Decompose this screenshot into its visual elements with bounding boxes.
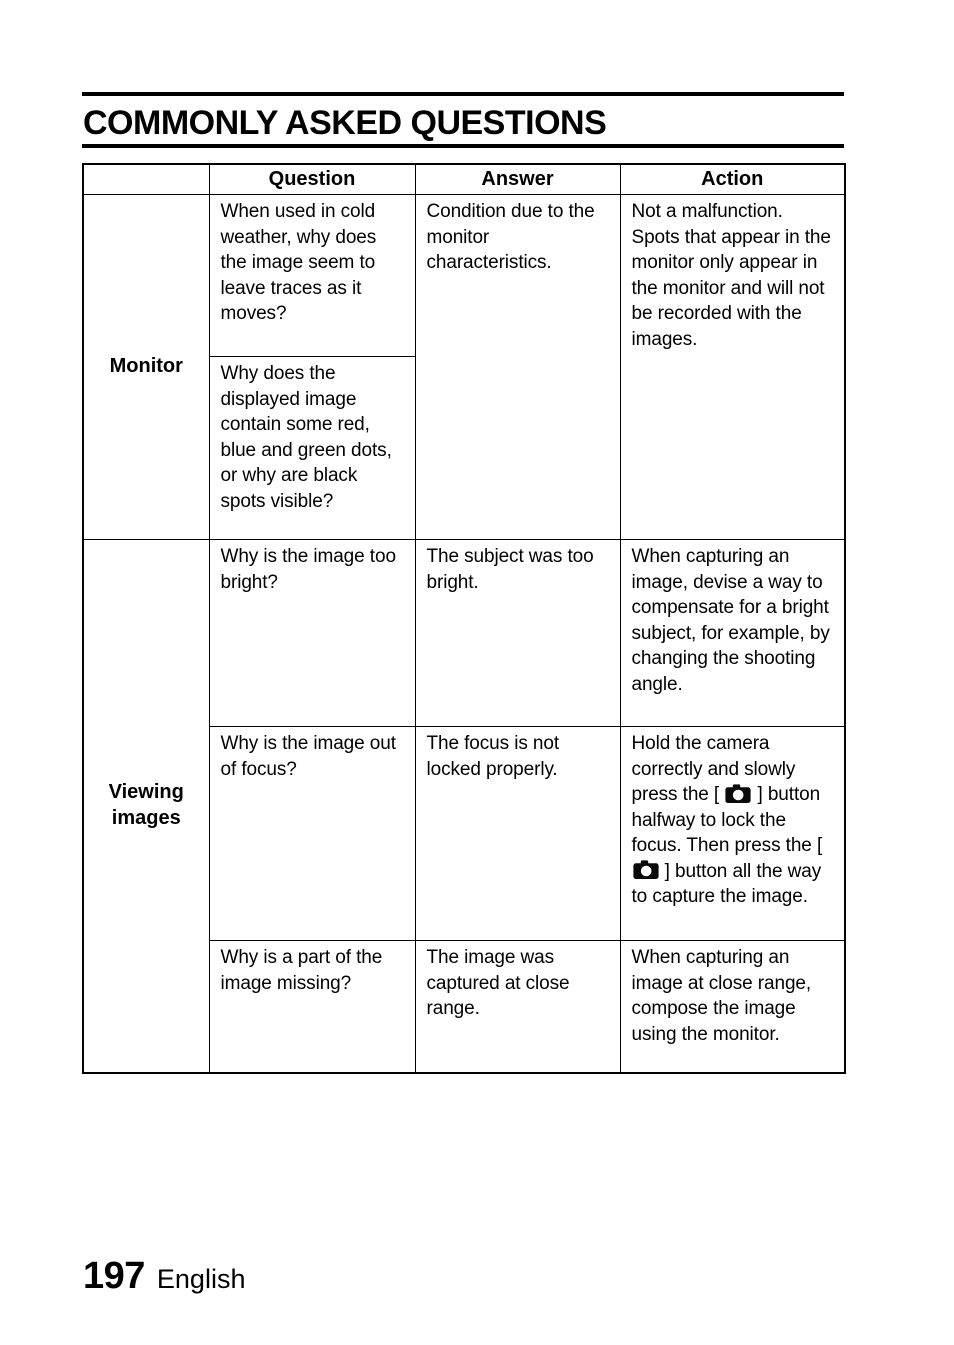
- page-footer: [83, 1255, 245, 1298]
- category-viewing-images: Viewing images: [83, 540, 209, 1073]
- answer-cell: The image was captured at close range.: [415, 941, 620, 1073]
- action-cell: When capturing an image, devise a way to compensate for a bright subject, for example, by changing the shooting angle.: [620, 540, 845, 727]
- page-title: COMMONLY ASKED QUESTIONS: [83, 104, 607, 142]
- answer-cell: The subject was too bright.: [415, 540, 620, 727]
- table-row: [83, 195, 845, 357]
- faq-table: [82, 163, 846, 1074]
- answer-cell: Condition due to the monitor characteristics.: [415, 195, 620, 540]
- page-content: [82, 0, 844, 1074]
- page-language-label: English: [156, 1264, 246, 1294]
- action-cell: When capturing an image at close range, compose the image using the monitor.: [620, 941, 845, 1073]
- action-cell: Not a malfunction. Spots that appear in the monitor only appear in the monitor and will not be recorded with the images.: [620, 195, 845, 540]
- title-rule-bottom: [82, 144, 844, 148]
- category-monitor: Monitor: [83, 195, 209, 540]
- question-cell: When used in cold weather, why does the image seem to leave traces as it moves?: [209, 195, 415, 357]
- question-cell: Why is the image too bright?: [209, 540, 415, 727]
- answer-cell: The focus is not locked properly.: [415, 727, 620, 941]
- column-header-answer: Answer: [415, 164, 620, 195]
- column-header-category: [83, 164, 209, 195]
- camera-icon: [633, 860, 659, 880]
- page-number: 197: [83, 1255, 145, 1297]
- table-row: [83, 540, 845, 727]
- column-header-action: Action: [620, 164, 845, 195]
- question-cell: Why is a part of the image missing?: [209, 941, 415, 1073]
- camera-icon: [725, 784, 751, 804]
- question-cell: Why does the displayed image contain some red, blue and green dots, or why are black spots visible?: [209, 357, 415, 540]
- question-cell: Why is the image out of focus?: [209, 727, 415, 941]
- action-cell: Hold the camera correctly and slowly press the [ ] button halfway to lock the focus. Then press the [ ] button all the way to capture the image.: [620, 727, 845, 941]
- column-header-question: Question: [209, 164, 415, 195]
- header-row: [83, 164, 845, 195]
